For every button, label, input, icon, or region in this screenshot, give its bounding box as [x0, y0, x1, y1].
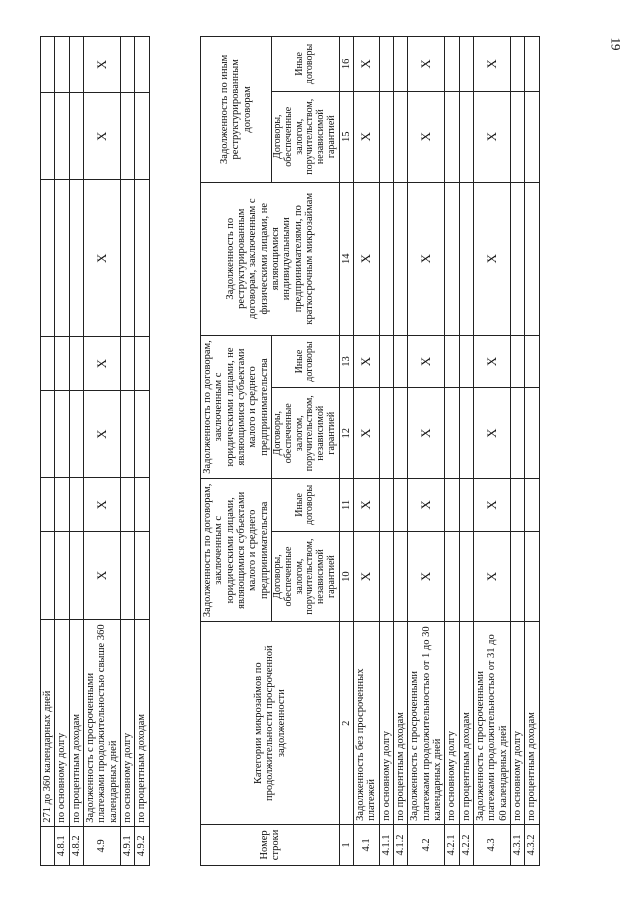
table-cell	[459, 531, 473, 622]
col-number-13: 13	[339, 335, 353, 388]
table-cell	[511, 388, 525, 479]
table-cell	[69, 37, 83, 93]
table-cell	[135, 478, 149, 532]
header-secured-non-sme: Договоры, обеспеченные залогом, поручительством, независимой гарантией	[271, 388, 339, 479]
rotated-page-content	[40, 36, 595, 866]
table-cell	[459, 388, 473, 479]
table-cell	[55, 93, 69, 180]
table-row	[474, 37, 511, 866]
col-number-10: 10	[339, 531, 353, 622]
table-cell	[135, 391, 149, 478]
header-category: Категории микрозаймов по продолжительности просроченной задолженности	[201, 622, 340, 824]
table-cell	[379, 91, 393, 182]
table-cell: X	[354, 37, 380, 92]
table-cell	[120, 532, 134, 619]
table-cell: X	[408, 531, 445, 622]
main-table-body	[354, 37, 540, 866]
table-cell: X	[474, 388, 511, 479]
table-cell: X	[474, 479, 511, 532]
table-cell: X	[83, 478, 120, 532]
table-cell: X	[474, 335, 511, 388]
row-number: 4.3	[474, 824, 511, 865]
table-cell: X	[83, 337, 120, 391]
table-cell	[41, 37, 55, 93]
table-cell	[120, 391, 134, 478]
table-cell: X	[408, 388, 445, 479]
table-cell	[55, 37, 69, 93]
table-row	[120, 37, 134, 866]
header-group-restructured-individuals: Задолженность по реструктурированным договорам, заключенным с физическими лицами, не являющимися индивидуальными предпринимателями, по краткосрочным микрозаймам	[201, 182, 340, 335]
table-cell	[69, 180, 83, 337]
table-cell	[120, 93, 134, 180]
table-row	[445, 37, 459, 866]
table-cell: X	[354, 91, 380, 182]
table-cell	[445, 479, 459, 532]
table-cell	[55, 391, 69, 478]
col-number-12: 12	[339, 388, 353, 479]
table-row	[41, 37, 55, 866]
row-number: 4.9.2	[135, 826, 149, 865]
row-category: по процентным доходам	[135, 619, 149, 826]
row-category: Задолженность без просроченных платежей	[354, 622, 380, 824]
row-number: 4.9.1	[120, 826, 134, 865]
table-cell	[445, 91, 459, 182]
row-number: 4.3.2	[525, 824, 539, 865]
table-cell	[525, 388, 539, 479]
table-cell	[69, 391, 83, 478]
row-number: 4.2.2	[459, 824, 473, 865]
table-cell	[69, 532, 83, 619]
table-cell	[379, 531, 393, 622]
table-cell	[69, 337, 83, 391]
row-number: 4.2	[408, 824, 445, 865]
table-cell	[525, 37, 539, 92]
table-row	[525, 37, 539, 866]
row-category: по процентным доходам	[69, 619, 83, 826]
row-category: Задолженность с просроченными платежами продолжительностью от 31 до 60 календарных дней	[474, 622, 511, 824]
table-cell: X	[408, 182, 445, 335]
table-cell	[459, 91, 473, 182]
table-cell	[459, 37, 473, 92]
table-cell	[69, 93, 83, 180]
table-cell	[394, 479, 408, 532]
row-category: по основному долгу	[379, 622, 393, 824]
row-category: по основному долгу	[511, 622, 525, 824]
table-cell	[525, 182, 539, 335]
row-category: по процентным доходам	[394, 622, 408, 824]
table-cell	[394, 531, 408, 622]
table-cell: X	[354, 335, 380, 388]
table-cell	[394, 182, 408, 335]
table-row	[135, 37, 149, 866]
table-cell: X	[354, 388, 380, 479]
table-cell	[445, 335, 459, 388]
table-cell	[511, 182, 525, 335]
row-number: 4.8.2	[69, 826, 83, 865]
table-cell	[379, 479, 393, 532]
table-cell	[511, 335, 525, 388]
table-cell	[525, 91, 539, 182]
row-number: 4.3.1	[511, 824, 525, 865]
top-table-body	[41, 37, 150, 866]
table-cell	[120, 478, 134, 532]
row-category: по основному долгу	[120, 619, 134, 826]
header-group-sme: Задолженность по договорам, заключенным с юридическими лицами, являющимися субъектами малого и среднего предпринимательства	[201, 479, 272, 622]
table-cell	[394, 91, 408, 182]
page-number: 19	[608, 37, 624, 51]
table-cell	[511, 91, 525, 182]
table-row	[459, 37, 473, 866]
table-row	[379, 37, 393, 866]
table-cell	[379, 37, 393, 92]
header-other-restructured: Иные договоры	[271, 37, 339, 92]
table-row	[511, 37, 525, 866]
table-cell	[511, 479, 525, 532]
col-number-11: 11	[339, 479, 353, 532]
table-cell: X	[408, 479, 445, 532]
table-cell	[379, 335, 393, 388]
col-number-14: 14	[339, 182, 353, 335]
table-row	[408, 37, 445, 866]
table-cell	[69, 478, 83, 532]
table-cell	[459, 335, 473, 388]
table-cell	[55, 478, 69, 532]
row-number	[41, 826, 55, 865]
table-cell	[445, 37, 459, 92]
header-group-other-restructured: Задолженность по иным реструктурированным договорам	[201, 37, 272, 183]
table-cell: X	[354, 479, 380, 532]
table-cell	[511, 531, 525, 622]
table-cell	[41, 478, 55, 532]
row-number: 4.1.1	[379, 824, 393, 865]
table-cell: X	[408, 335, 445, 388]
header-group-non-sme: Задолженность по договорам, заключенным с юридическими лицами, не являющимися субъектами малого и среднего предпринимательства	[201, 335, 272, 478]
table-cell: X	[83, 180, 120, 337]
table-cell	[41, 337, 55, 391]
table-cell	[445, 182, 459, 335]
top-table	[40, 36, 150, 866]
table-cell	[394, 335, 408, 388]
row-number: 4.1.2	[394, 824, 408, 865]
table-cell	[135, 37, 149, 93]
row-category: Задолженность с просроченными платежами продолжительностью свыше 360 календарных дней	[83, 619, 120, 826]
table-cell: X	[83, 37, 120, 93]
table-cell: X	[83, 532, 120, 619]
table-cell	[135, 532, 149, 619]
table-cell	[379, 388, 393, 479]
table-cell	[41, 532, 55, 619]
table-cell: X	[354, 182, 380, 335]
table-row	[394, 37, 408, 866]
table-cell	[135, 93, 149, 180]
row-category: по процентным доходам	[459, 622, 473, 824]
table-cell	[394, 388, 408, 479]
row-category: по основному долгу	[55, 619, 69, 826]
header-secured-sme: Договоры, обеспеченные залогом, поручительством, независимой гарантией	[271, 531, 339, 622]
table-cell	[445, 388, 459, 479]
table-cell: X	[83, 93, 120, 180]
table-row	[55, 37, 69, 866]
table-cell	[459, 479, 473, 532]
header-other-sme: Иные договоры	[271, 479, 339, 532]
row-number: 4.8.1	[55, 826, 69, 865]
table-cell: X	[474, 91, 511, 182]
col-number-2: 2	[339, 622, 353, 824]
row-number: 4.9	[83, 826, 120, 865]
table-cell	[120, 337, 134, 391]
table-cell	[41, 180, 55, 337]
table-cell: X	[474, 182, 511, 335]
table-cell	[511, 37, 525, 92]
row-number: 4.2.1	[445, 824, 459, 865]
table-cell	[394, 37, 408, 92]
table-cell: X	[474, 531, 511, 622]
table-cell	[41, 391, 55, 478]
table-cell: X	[83, 391, 120, 478]
table-cell: X	[408, 91, 445, 182]
table-cell	[525, 479, 539, 532]
table-cell: X	[474, 37, 511, 92]
table-cell: X	[408, 37, 445, 92]
table-cell	[445, 531, 459, 622]
table-cell	[120, 37, 134, 93]
table-row	[354, 37, 380, 866]
table-cell	[120, 180, 134, 337]
table-cell	[525, 531, 539, 622]
table-cell	[135, 337, 149, 391]
row-category: по процентным доходам	[525, 622, 539, 824]
table-cell	[55, 180, 69, 337]
col-number-16: 16	[339, 37, 353, 92]
table-cell	[525, 335, 539, 388]
table-cell	[55, 337, 69, 391]
row-category: 271 до 360 календарных дней	[41, 619, 55, 826]
table-cell	[379, 182, 393, 335]
table-cell: X	[354, 531, 380, 622]
header-other-non-sme: Иные договоры	[271, 335, 339, 388]
table-cell	[55, 532, 69, 619]
table-cell	[459, 182, 473, 335]
row-category: Задолженность с просроченными платежами продолжительностью от 1 до 30 календарных дней	[408, 622, 445, 824]
col-number-15: 15	[339, 91, 353, 182]
table-row	[83, 37, 120, 866]
col-number-1: 1	[339, 824, 353, 865]
row-category: по основному долгу	[445, 622, 459, 824]
row-number: 4.1	[354, 824, 380, 865]
header-secured-restructured: Договоры, обеспеченные залогом, поручительством, независимой гарантией	[271, 91, 339, 182]
main-table	[200, 36, 540, 866]
header-row-number: Номер строки	[201, 824, 340, 865]
table-cell	[41, 93, 55, 180]
table-cell	[135, 180, 149, 337]
table-row	[69, 37, 83, 866]
